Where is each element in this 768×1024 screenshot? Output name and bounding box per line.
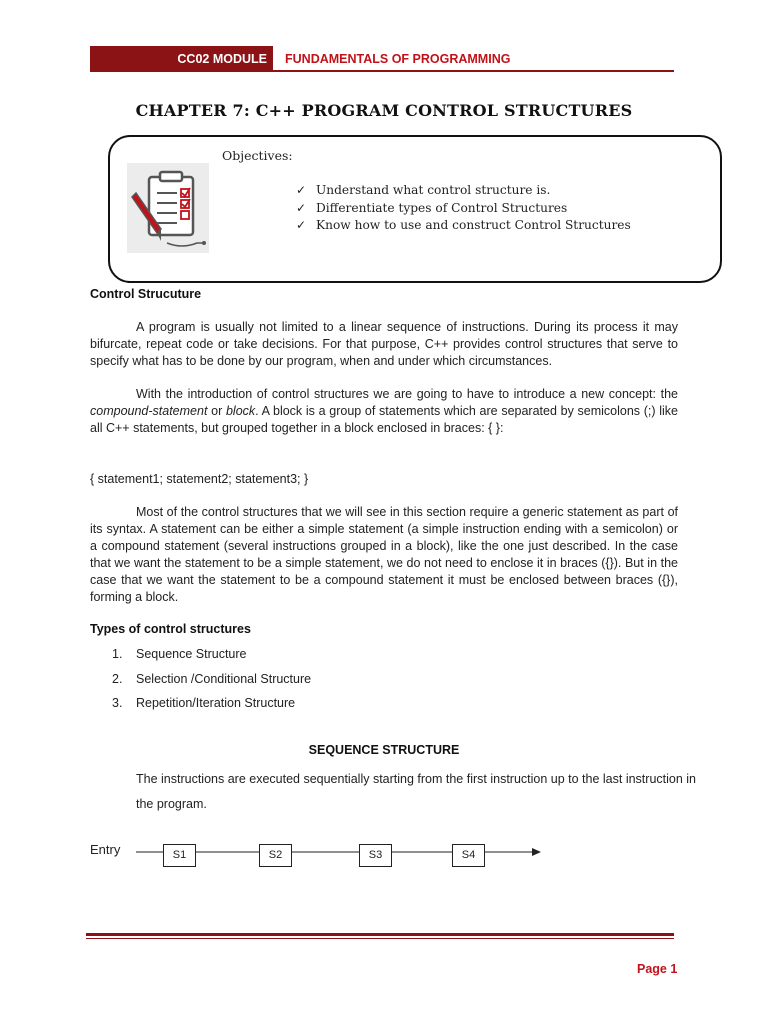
- flow-entry-label: Entry: [90, 842, 121, 857]
- sequence-step-box: S3: [359, 844, 392, 867]
- objective-text: Know how to use and construct Control Structures: [316, 218, 631, 232]
- list-label: Sequence Structure: [136, 647, 247, 661]
- para2-text-start: With the introduction of control structures we are going to have to introduce a new concept: the: [136, 387, 678, 401]
- header-course-title: FUNDAMENTALS OF PROGRAMMING: [285, 52, 511, 66]
- chapter-title: CHAPTER 7: C++ PROGRAM CONTROL STRUCTURES: [135, 101, 633, 120]
- sequence-structure-heading: SEQUENCE STRUCTURE: [308, 743, 460, 757]
- page-header: [90, 46, 674, 72]
- sequence-structure-description: The instructions are executed sequentially starting from the first instruction up to the last instruction in the program.: [136, 772, 696, 811]
- sequence-step-box: S1: [163, 844, 196, 867]
- objective-item: [296, 217, 631, 235]
- para2-text-end: . A block is a group of statements which are separated by semicolons (;) like all C++ statements, but grouped together in a block enclosed in braces: { }:: [90, 404, 679, 435]
- footer-rule: [86, 930, 674, 942]
- control-structure-heading: Control Strucuture: [90, 287, 202, 301]
- checkmark-icon: ✓: [296, 218, 307, 232]
- para2-text-mid: or: [207, 404, 226, 418]
- block-term: block: [225, 404, 256, 418]
- list-number: 1.: [112, 647, 123, 661]
- checkmark-icon: ✓: [296, 200, 307, 215]
- types-heading: Types of control structures: [90, 622, 251, 636]
- objectives-box: [108, 135, 722, 283]
- list-number: 3.: [112, 696, 123, 710]
- page-number: Page 1: [637, 962, 678, 976]
- list-item: [112, 667, 311, 692]
- list-number: 2.: [112, 671, 123, 686]
- control-structure-paragraph-1: A program is usually not limited to a linear sequence of instructions. During its process it may bifurcate, repeat code or take decisions. For that purpose, C++ provides control structures that serve to specify what has to be done by our program, when and under which circumstances.: [90, 320, 678, 368]
- objective-text: Differentiate types of Control Structures: [316, 200, 568, 215]
- compound-statement-term: compound-statement: [90, 404, 208, 418]
- checkmark-icon: ✓: [296, 183, 307, 197]
- sequence-step-box: S2: [259, 844, 292, 867]
- control-structure-paragraph-2: [90, 386, 678, 437]
- list-item: [112, 691, 311, 716]
- objectives-title: Objectives:: [222, 148, 293, 163]
- header-module-label: CC02 MODULE: [177, 52, 267, 66]
- list-label: Repetition/Iteration Structure: [136, 696, 296, 710]
- block-code-example: { statement1; statement2; statement3; }: [90, 472, 309, 486]
- checklist-clipboard-icon: [127, 163, 209, 253]
- list-label: Selection /Conditional Structure: [136, 671, 312, 686]
- objective-item: [296, 200, 631, 218]
- list-item: [112, 642, 311, 667]
- objectives-list: [296, 182, 631, 235]
- sequence-step-box: S4: [452, 844, 485, 867]
- flow-arrowhead-icon: [532, 848, 541, 856]
- objective-text: Understand what control structure is.: [316, 183, 551, 197]
- objective-item: [296, 182, 631, 200]
- control-structure-paragraph-3: Most of the control structures that we will see in this section require a generic statement as part of its syntax. A statement can be either a simple statement (a simple instruction ending with a semicolon) or a compound statement (several instructions grouped in a block), like the one just described. In the case that we want the statement to be a simple statement, we do not need to enclose it in braces ({}). But in the case that we want the statement to be a compound statement it must be enclosed between braces ({}), forming a block.: [90, 505, 678, 604]
- types-list: [112, 642, 311, 716]
